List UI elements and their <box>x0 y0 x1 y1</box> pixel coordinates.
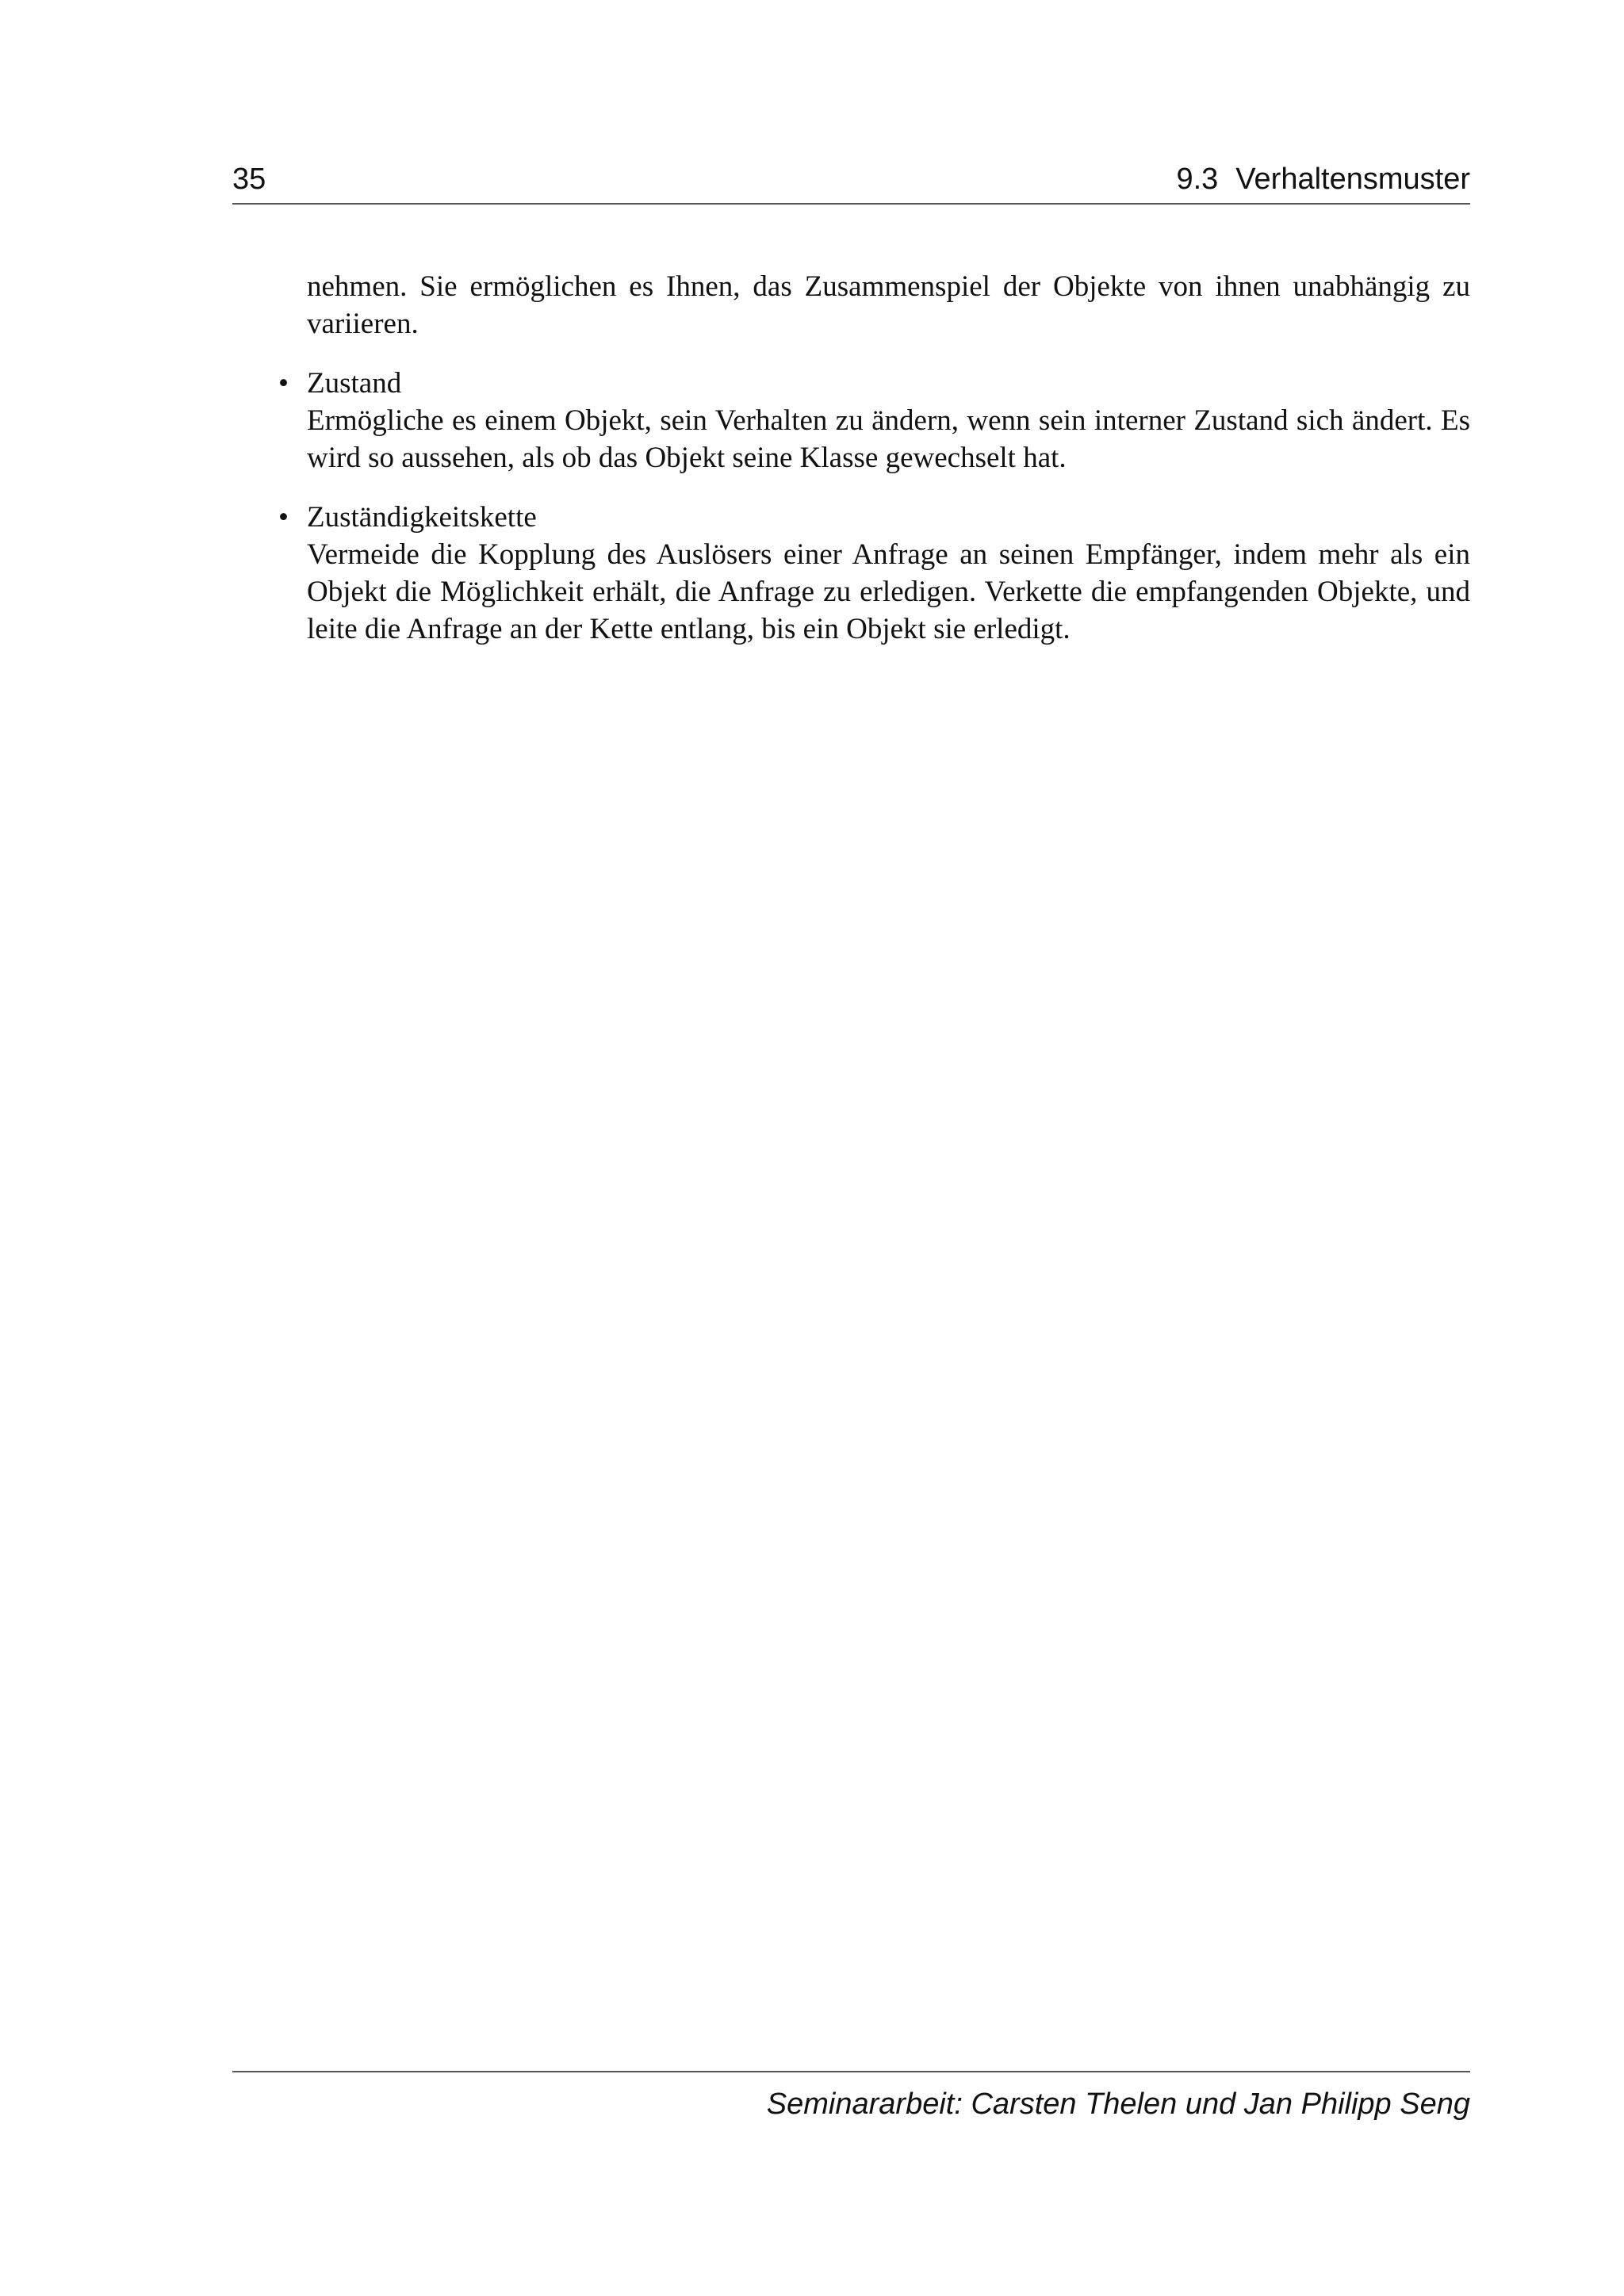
bullet-icon: • <box>278 501 289 534</box>
item-description: Ermögliche es einem Objekt, sein Verhalten zu ändern, wenn sein interner Zustand sich ändert. Es wird so aussehen, als ob das Objekt seine Klasse gewechselt hat. <box>307 404 1470 474</box>
section-number: 9.3 <box>1176 163 1219 196</box>
item-title: Zuständigkeitskette <box>307 501 537 534</box>
page-content <box>232 268 1470 670</box>
item-description: Vermeide die Kopplung des Auslösers einer Anfrage an seinen Empfänger, indem mehr als ein Objekt die Möglichkeit erhält, die Anfrage zu erledigen. Verkette die empfangenden Objekte, und leite die Anfrage an der Kette entlang, bis ein Objekt sie erledigt. <box>307 538 1470 645</box>
page-header <box>232 159 1470 205</box>
list-item <box>232 365 1470 476</box>
page-number: 35 <box>232 163 266 196</box>
list-item <box>232 499 1470 648</box>
bullet-icon: • <box>278 367 289 400</box>
footer-text: Seminararbeit: Carsten Thelen und Jan Philipp Seng <box>766 2087 1470 2121</box>
pattern-list <box>232 365 1470 648</box>
section-title: Verhaltensmuster <box>1235 163 1470 196</box>
continued-paragraph: nehmen. Sie ermöglichen es Ihnen, das Zusammenspiel der Objekte von ihnen unabhängig zu variieren. <box>307 270 1470 340</box>
item-title: Zustand <box>307 367 402 400</box>
running-title <box>1176 157 1470 201</box>
page-footer <box>232 2071 1470 2126</box>
